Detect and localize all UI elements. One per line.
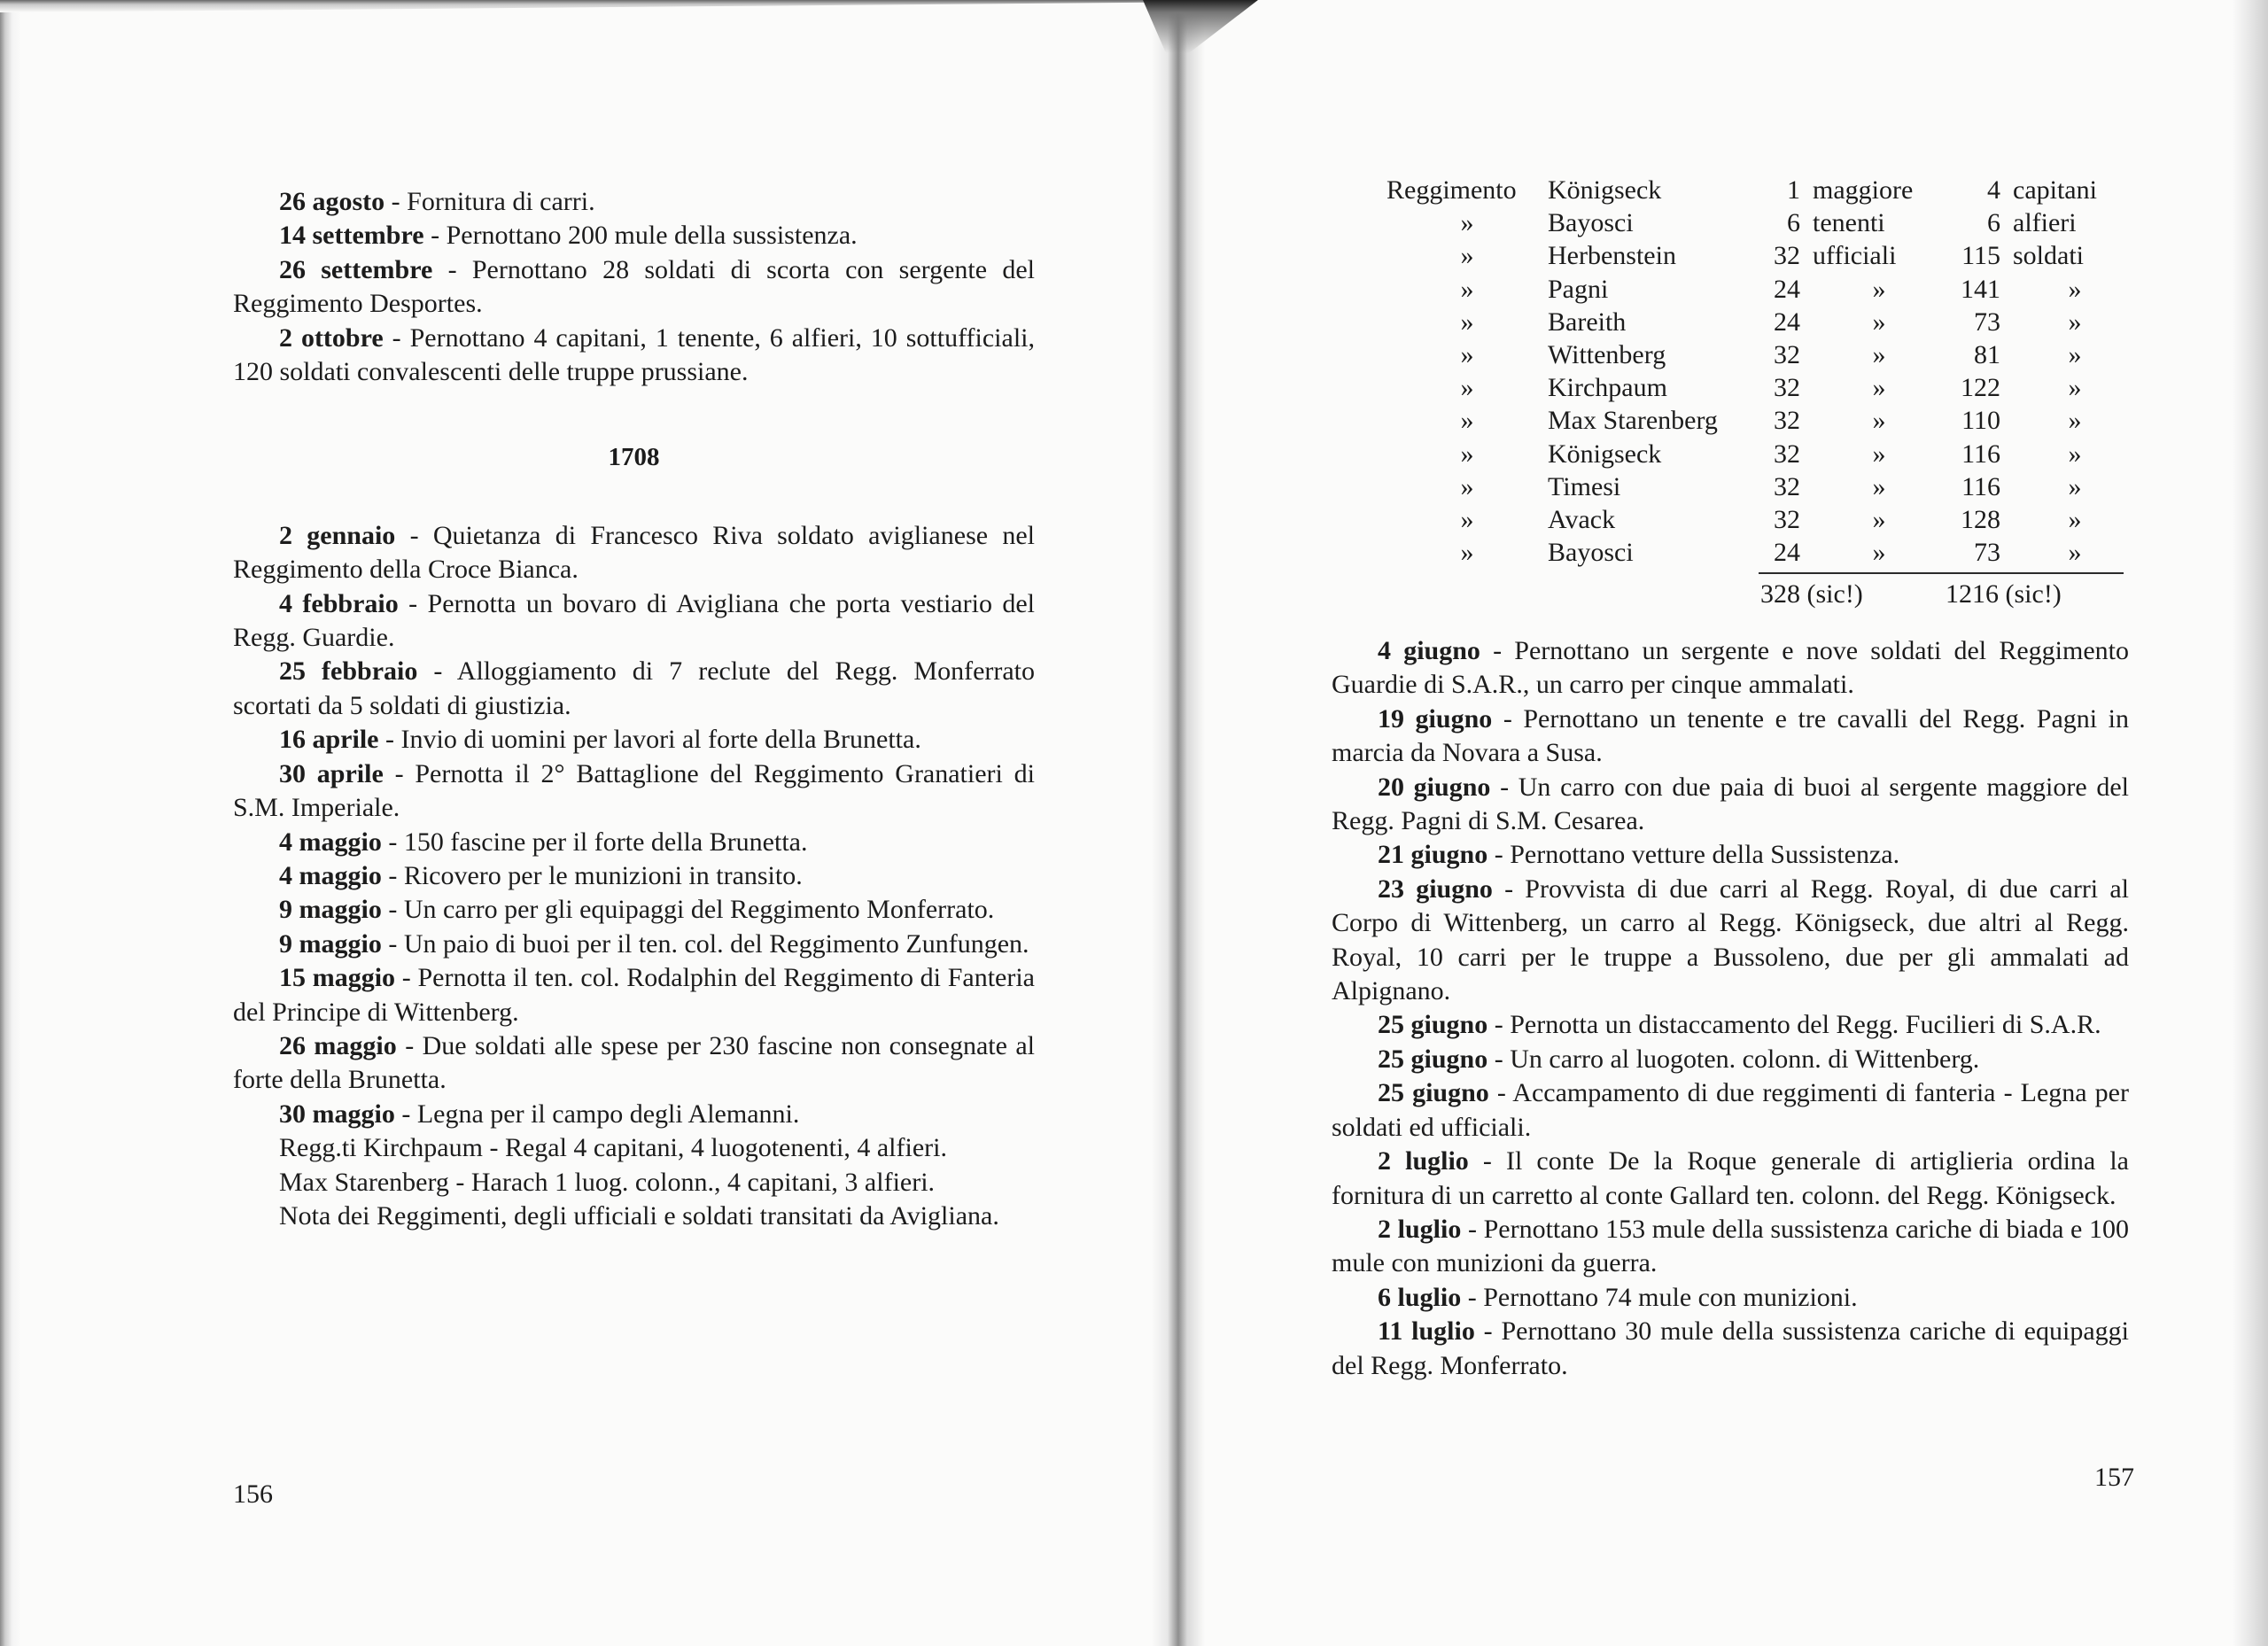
cell-empty bbox=[1548, 569, 1760, 610]
total-soldiers: 1216 (sic!) bbox=[1946, 579, 2062, 609]
entry-date: 4 maggio bbox=[279, 827, 382, 857]
cell-soldiers-rank: capitani bbox=[2013, 175, 2097, 205]
entry-paragraph bbox=[1332, 838, 2129, 872]
entry-paragraph bbox=[233, 253, 1035, 322]
cell-soldiers-rank: » bbox=[2068, 538, 2082, 568]
entry-separator: - bbox=[394, 1099, 417, 1129]
table-row bbox=[1386, 470, 2137, 503]
cell-soldiers-rank: » bbox=[2068, 471, 2082, 501]
cell-officers-rank: » bbox=[1872, 505, 1886, 535]
entry-text: Provvista di due carri al Regg. Royal, di due carri al Corpo di Wittenberg, un carro al Regg. Königseck, due altri al Regg. Royal, 10 carri per le truppe a Bussoleno, due per gli ammalati ad Alpignano. bbox=[1332, 873, 2129, 1006]
entry-separator: - bbox=[398, 588, 428, 618]
entry-separator: - bbox=[396, 1030, 423, 1060]
entry-separator: - bbox=[1492, 703, 1524, 734]
cell-regiment-name: Wittenberg bbox=[1548, 340, 1666, 370]
entry-date: 25 febbraio bbox=[279, 656, 418, 687]
entry-separator: - bbox=[423, 221, 447, 251]
entry-paragraph bbox=[233, 893, 1035, 927]
entry-separator: - bbox=[383, 758, 416, 788]
cell-regiment-label: » bbox=[1460, 340, 1474, 370]
cell-regiment-label: » bbox=[1460, 274, 1474, 304]
table-row bbox=[1386, 206, 2137, 239]
entry-paragraph bbox=[1332, 1145, 2129, 1213]
cell-officers-rank: » bbox=[1872, 538, 1886, 568]
cell-soldiers-count: 73 bbox=[1974, 307, 2000, 337]
cell-soldiers-rank: » bbox=[2068, 373, 2082, 403]
entry-date: 9 maggio bbox=[279, 928, 382, 959]
entry-paragraph bbox=[233, 1029, 1035, 1098]
entry-text: Fornitura di carri. bbox=[407, 187, 595, 216]
entry-paragraph bbox=[1332, 634, 2129, 703]
table-row bbox=[1386, 438, 2137, 470]
cell-officers-rank: » bbox=[1872, 439, 1886, 469]
entry-separator: - bbox=[1487, 1044, 1511, 1074]
cell-soldiers-count: 128 bbox=[1961, 505, 2000, 535]
entry-paragraph bbox=[233, 519, 1035, 587]
entry-paragraph bbox=[1332, 1008, 2129, 1042]
entry-paragraph bbox=[233, 1098, 1035, 1131]
entry-date: 11 luglio bbox=[1378, 1316, 1475, 1347]
cell-soldiers-count: 115 bbox=[1961, 241, 2000, 271]
entry-separator: - bbox=[395, 520, 433, 550]
entry-separator: - bbox=[381, 928, 404, 959]
entry-separator: - bbox=[1487, 840, 1511, 870]
left-page-text bbox=[233, 185, 1035, 1233]
cell-regiment-name: Max Starenberg bbox=[1548, 406, 1718, 436]
entries-june-july bbox=[1332, 634, 2129, 1383]
cell-soldiers-rank: alfieri bbox=[2013, 208, 2077, 238]
cell-regiment-name: Königseck bbox=[1548, 439, 1662, 469]
entry-date: 21 giugno bbox=[1378, 840, 1488, 870]
entry-date: 20 giugno bbox=[1378, 772, 1491, 802]
cell-soldiers-count: 116 bbox=[1961, 439, 2000, 469]
entry-separator: - bbox=[381, 895, 404, 925]
note-paragraph: Nota dei Reggimenti, degli ufficiali e soldati transitati da Avigliana. bbox=[279, 1200, 999, 1231]
cell-officers-count: 24 bbox=[1774, 274, 1800, 304]
cell-soldiers-rank: » bbox=[2068, 439, 2082, 469]
table-row bbox=[1386, 306, 2137, 338]
cell-regiment-label: » bbox=[1460, 241, 1474, 271]
total-officers: 328 (sic!) bbox=[1760, 579, 1863, 609]
cell-officers-count: 32 bbox=[1774, 439, 1800, 469]
entry-date: 9 maggio bbox=[279, 895, 382, 925]
entry-text: Due soldati alle spese per 230 fascine non consegnate al forte della Brunetta. bbox=[233, 1030, 1035, 1095]
entry-paragraph bbox=[1332, 771, 2129, 839]
entry-separator: - bbox=[1488, 1078, 1513, 1108]
entry-paragraph bbox=[1332, 1043, 2129, 1076]
cell-regiment-label: » bbox=[1460, 538, 1474, 568]
cell-officers-count: 32 bbox=[1774, 406, 1800, 436]
entry-paragraph bbox=[233, 961, 1035, 1029]
cell-officers-count: 32 bbox=[1774, 471, 1800, 501]
regiments-table bbox=[1386, 174, 2137, 611]
right-page-text bbox=[1332, 634, 2129, 1383]
table-row bbox=[1386, 503, 2137, 536]
note-paragraph: Regg.ti Kirchpaum - Regal 4 capitani, 4 luogotenenti, 4 alfieri. bbox=[279, 1133, 947, 1163]
entry-text: Pernotta il 2° Battaglione del Reggimento Granatieri di S.M. Imperiale. bbox=[233, 758, 1035, 823]
cell-regiment-label: » bbox=[1460, 505, 1474, 535]
table-row bbox=[1386, 174, 2137, 206]
entry-text: Pernottano un tenente e tre cavalli del Regg. Pagni in marcia da Novara a Susa. bbox=[1332, 703, 2129, 768]
cell-regiment-name: Bareith bbox=[1548, 307, 1627, 337]
entry-paragraph bbox=[1332, 1315, 2129, 1383]
entry-text: Un carro con due paia di buoi al sergente maggiore del Regg. Pagni di S.M. Cesarea. bbox=[1332, 772, 2129, 836]
plain-paragraphs bbox=[233, 1131, 1035, 1233]
entry-paragraph bbox=[233, 322, 1035, 390]
cell-regiment-name: Königseck bbox=[1548, 175, 1662, 205]
entry-text: Legna per il campo degli Alemanni. bbox=[416, 1099, 800, 1129]
book-gutter bbox=[1152, 0, 1205, 1646]
cell-soldiers-rank: » bbox=[2068, 406, 2082, 436]
cell-officers-rank: maggiore bbox=[1813, 175, 1914, 205]
entry-date: 30 maggio bbox=[279, 1099, 395, 1129]
cell-officers-rank: ufficiali bbox=[1813, 241, 1897, 271]
cell-regiment-name: Herbenstein bbox=[1548, 241, 1676, 271]
entry-paragraph bbox=[233, 928, 1035, 961]
cell-regiment-label: » bbox=[1460, 471, 1474, 501]
entry-text: Ricovero per le munizioni in transito. bbox=[403, 860, 803, 890]
cell-regiment-label: Reggimento bbox=[1386, 175, 1517, 205]
entry-paragraph bbox=[233, 859, 1035, 893]
entry-text: Pernottano 74 mule con munizioni. bbox=[1483, 1282, 1858, 1312]
cell-regiment-label: » bbox=[1460, 208, 1474, 238]
cell-regiment-name: Bayosci bbox=[1548, 208, 1634, 238]
entry-separator: - bbox=[381, 860, 404, 890]
entry-text: Alloggiamento di 7 reclute del Regg. Monferrato scortati da 5 soldati di giustizia. bbox=[233, 656, 1036, 720]
entry-text: Pernottano 28 soldati di scorta con sergente del Reggimento Desportes. bbox=[233, 254, 1035, 319]
table-row bbox=[1386, 404, 2137, 437]
cell-soldiers-count: 110 bbox=[1961, 406, 2000, 436]
entry-text: Pernotta il ten. col. Rodalphin del Reggimento di Fanteria del Principe di Wittenberg. bbox=[233, 963, 1036, 1027]
cell-regiment-name: Avack bbox=[1548, 505, 1616, 535]
entry-date: 25 giugno bbox=[1378, 1044, 1488, 1074]
totals-rule bbox=[1759, 572, 2124, 574]
cell-soldiers-count: 122 bbox=[1961, 373, 2000, 403]
entry-text: Il conte De la Roque generale di artiglieria ordina la fornitura di un carretto al conte Gallard ten. colonn. del Regg. Königseck. bbox=[1332, 1146, 2129, 1210]
entry-date: 4 giugno bbox=[1378, 636, 1480, 665]
cell-soldiers-rank: » bbox=[2068, 274, 2082, 304]
entry-text: Pernottano 30 mule della sussistenza cariche di equipaggi del Regg. Monferrato. bbox=[1332, 1316, 2129, 1380]
cell-soldiers-rank: » bbox=[2068, 307, 2082, 337]
entry-text: Pernottano 153 mule della sussistenza cariche di biada e 100 mule con munizioni da guerra. bbox=[1332, 1214, 2129, 1278]
entry-text: Un carro per gli equipaggi del Reggimento Monferrato. bbox=[403, 895, 995, 925]
entry-date: 23 giugno bbox=[1378, 873, 1493, 904]
entry-date: 25 giugno bbox=[1378, 1010, 1488, 1040]
cell-soldiers-rank: » bbox=[2068, 340, 2082, 370]
cell-regiment-name: Pagni bbox=[1548, 274, 1609, 304]
cell-regiment-label: » bbox=[1460, 373, 1474, 403]
entry-separator: - bbox=[378, 725, 401, 755]
entry-separator: - bbox=[383, 322, 410, 353]
entry-text: Accampamento di due reggimenti di fanteria - Legna per soldati ed ufficiali. bbox=[1332, 1078, 2129, 1142]
cell-soldiers-count: 6 bbox=[1987, 208, 2000, 238]
table-row bbox=[1386, 371, 2137, 404]
entry-date: 2 gennaio bbox=[279, 520, 396, 550]
entry-date: 15 maggio bbox=[279, 963, 396, 993]
entry-date: 2 ottobre bbox=[279, 322, 384, 353]
entry-paragraph bbox=[233, 757, 1035, 826]
cell-officers-count: 32 bbox=[1774, 340, 1800, 370]
note-paragraph: Max Starenberg - Harach 1 luog. colonn., 4 capitani, 3 alfieri. bbox=[279, 1167, 936, 1197]
cell-soldiers-count: 81 bbox=[1974, 340, 2000, 370]
table-row bbox=[1386, 239, 2137, 272]
entry-date: 14 settembre bbox=[279, 221, 424, 251]
cell-soldiers-count: 141 bbox=[1961, 274, 2000, 304]
cell-officers-count: 24 bbox=[1774, 307, 1800, 337]
cell-officers-count: 6 bbox=[1787, 208, 1800, 238]
entry-separator: - bbox=[432, 254, 472, 284]
entry-separator: - bbox=[1461, 1282, 1484, 1312]
entry-text: Invio di uomini per lavori al forte della Brunetta. bbox=[400, 725, 921, 755]
entries-1707 bbox=[233, 185, 1035, 389]
entry-date: 26 settembre bbox=[279, 254, 433, 284]
entry-separator: - bbox=[384, 187, 408, 216]
entry-date: 25 giugno bbox=[1378, 1078, 1489, 1108]
entry-separator: - bbox=[1468, 1146, 1506, 1176]
entry-date: 26 maggio bbox=[279, 1030, 397, 1060]
cell-officers-rank: » bbox=[1872, 373, 1886, 403]
entry-text: 150 fascine per il forte della Brunetta. bbox=[403, 827, 808, 857]
entry-separator: - bbox=[1474, 1316, 1502, 1347]
entry-date: 6 luglio bbox=[1378, 1282, 1462, 1312]
table-row bbox=[1386, 338, 2137, 371]
table-row bbox=[1386, 536, 2137, 569]
table-row bbox=[1386, 273, 2137, 306]
entry-separator: - bbox=[1480, 636, 1515, 665]
cell-soldiers-rank: soldati bbox=[2013, 241, 2084, 271]
entry-paragraph bbox=[233, 723, 1035, 757]
entry-text: Pernottano 4 capitani, 1 tenente, 6 alfieri, 10 sottufficiali, 120 soldati convalescenti delle truppe prussiane. bbox=[233, 322, 1035, 387]
entry-paragraph bbox=[1332, 703, 2129, 771]
cell-regiment-label: » bbox=[1460, 307, 1474, 337]
cell-officers-rank: » bbox=[1872, 406, 1886, 436]
entry-separator: - bbox=[417, 656, 457, 687]
cell-officers-count: 32 bbox=[1774, 241, 1800, 271]
cell-officers-rank: » bbox=[1872, 274, 1886, 304]
entry-separator: - bbox=[1490, 772, 1518, 802]
cell-regiment-name: Timesi bbox=[1548, 471, 1621, 501]
entry-date: 4 febbraio bbox=[279, 588, 399, 618]
page-number-left: 156 bbox=[233, 1479, 273, 1509]
entry-text: Un carro al luogoten. colonn. di Wittenberg. bbox=[1510, 1044, 1980, 1074]
entry-separator: - bbox=[395, 963, 418, 993]
entry-text: Pernotta un distaccamento del Regg. Fucilieri di S.A.R. bbox=[1510, 1010, 2101, 1040]
entry-paragraph bbox=[233, 587, 1035, 656]
entry-paragraph bbox=[233, 185, 1035, 219]
cell-regiment-name: Bayosci bbox=[1548, 538, 1634, 568]
entry-paragraph bbox=[1332, 1076, 2129, 1145]
entry-paragraph bbox=[233, 219, 1035, 252]
page-number-right: 157 bbox=[2094, 1463, 2134, 1492]
entry-date: 30 aprile bbox=[279, 758, 384, 788]
entry-separator: - bbox=[1492, 873, 1526, 904]
cell-officers-rank: » bbox=[1872, 471, 1886, 501]
cell-regiment-label: » bbox=[1460, 406, 1474, 436]
entry-date: 2 luglio bbox=[1378, 1146, 1469, 1176]
cell-officers-rank: » bbox=[1872, 307, 1886, 337]
cell-officers-count: 24 bbox=[1774, 538, 1800, 568]
cell-regiment-label: » bbox=[1460, 439, 1474, 469]
entry-date: 4 maggio bbox=[279, 860, 382, 890]
entry-separator: - bbox=[1487, 1010, 1511, 1040]
entry-text: Un paio di buoi per il ten. col. del Reggimento Zunfungen. bbox=[403, 928, 1029, 959]
entry-text: Pernotta un bovaro di Avigliana che porta vestiario del Regg. Guardie. bbox=[233, 588, 1035, 653]
cell-officers-rank: tenenti bbox=[1813, 208, 1885, 238]
entry-paragraph bbox=[1332, 1281, 2129, 1315]
entry-text: Pernottano un sergente e nove soldati del Reggimento Guardie di S.A.R., un carro per cinque ammalati. bbox=[1332, 636, 2129, 700]
entries-1708 bbox=[233, 519, 1035, 1131]
cell-officers-count: 32 bbox=[1774, 373, 1800, 403]
year-heading: 1708 bbox=[608, 443, 660, 472]
cell-soldiers-count: 4 bbox=[1987, 175, 2000, 205]
cell-officers-rank: » bbox=[1872, 340, 1886, 370]
entry-paragraph bbox=[1332, 873, 2129, 1009]
entry-date: 26 agosto bbox=[279, 187, 385, 216]
cell-empty bbox=[1386, 569, 1548, 610]
cell-soldiers-count: 116 bbox=[1961, 471, 2000, 501]
entry-separator: - bbox=[1461, 1214, 1484, 1244]
totals-row bbox=[1386, 569, 2137, 610]
cell-regiment-name: Kirchpaum bbox=[1548, 373, 1667, 403]
entry-date: 16 aprile bbox=[279, 725, 379, 755]
entry-paragraph bbox=[233, 826, 1035, 859]
entry-paragraph bbox=[1332, 1213, 2129, 1281]
cell-soldiers-rank: » bbox=[2068, 505, 2082, 535]
cell-soldiers-count: 73 bbox=[1974, 538, 2000, 568]
entry-date: 19 giugno bbox=[1378, 703, 1493, 734]
entry-date: 2 luglio bbox=[1378, 1214, 1462, 1244]
entry-text: Quietanza di Francesco Riva soldato aviglianese nel Reggimento della Croce Bianca. bbox=[233, 520, 1035, 585]
entry-text: Pernottano 200 mule della sussistenza. bbox=[446, 221, 858, 251]
cell-officers-count: 1 bbox=[1787, 175, 1800, 205]
entry-text: Pernottano vetture della Sussistenza. bbox=[1510, 840, 1900, 870]
entry-paragraph bbox=[233, 655, 1035, 723]
entry-separator: - bbox=[381, 827, 404, 857]
cell-officers-count: 32 bbox=[1774, 505, 1800, 535]
